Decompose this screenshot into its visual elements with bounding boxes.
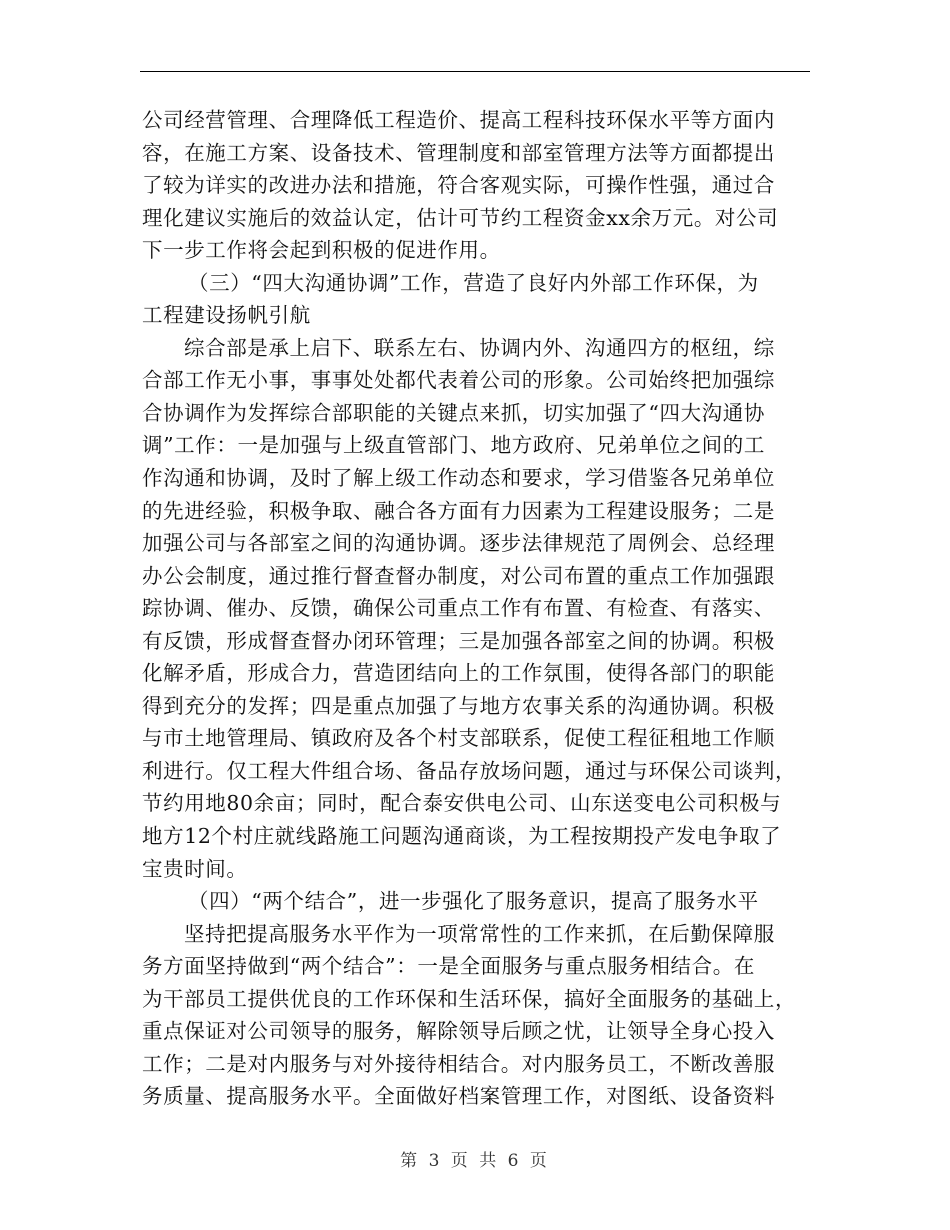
text-line: 利进行。仅工程大件组合场、备品存放场问题，通过与环保公司谈判， [142, 758, 797, 783]
text-line: 合部工作无小事，事事处处都代表着公司的形象。公司始终把加强综 [142, 368, 775, 393]
text-line: 公司经营管理、合理降低工程造价、提高工程科技环保水平等方面内 [142, 108, 775, 132]
section-heading-three-continued: 工程建设扬帆引航 [142, 303, 311, 328]
text-line: 重点保证对公司领导的服务，解除领导后顾之忧，让领导全身心投入 [142, 1019, 775, 1044]
text-line: 的先进经验，积极争取、融合各方面有力因素为工程建设服务；二是 [142, 498, 775, 523]
page-number-footer: 第 3 页 共 6 页 [400, 1151, 550, 1171]
section-heading-four: （四）“两个结合”，进一步强化了服务意识，提高了服务水平 [188, 889, 759, 914]
text-line: 下一步工作将会起到积极的促进作用。 [142, 238, 501, 263]
text-line: 化解矛盾，形成合力，营造团结向上的工作氛围，使得各部门的职能 [142, 661, 775, 686]
section-heading-three: （三）“四大沟通协调”工作，营造了良好内外部工作环保，为 [188, 270, 759, 295]
text-line: 了较为详实的改进办法和措施，符合客观实际，可操作性强，通过合 [142, 173, 775, 198]
text-line: 节约用地80余亩；同时，配合泰安供电公司、山东送变电公司积极与 [142, 791, 782, 816]
text-line: 得到充分的发挥；四是重点加强了与地方农事关系的沟通协调。积极 [142, 693, 775, 718]
text-line: 合协调作为发挥综合部职能的关键点来抓，切实加强了“四大沟通协 [142, 400, 765, 425]
paragraph-start: 坚持把提高服务水平作为一项常常性的工作来抓，在后勤保障服 [184, 921, 775, 946]
text-line: 调”工作：一是加强与上级直管部门、地方政府、兄弟单位之间的工 [142, 433, 765, 458]
text-line: 有反馈，形成督查督办闭环管理；三是加强各部室之间的协调。积极 [142, 628, 775, 653]
text-line: 办公会制度，通过推行督查督办制度，对公司布置的重点工作加强跟 [142, 563, 775, 588]
text-line: 容，在施工方案、设备技术、管理制度和部室管理方法等方面都提出 [142, 140, 775, 165]
text-line: 地方12个村庄就线路施工问题沟通商谈，为工程按期投产发电争取了 [142, 824, 782, 849]
text-line: 务方面坚持做到“两个结合”：一是全面服务与重点服务相结合。在 [142, 954, 755, 979]
paragraph-start: 综合部是承上启下、联系左右、协调内外、沟通四方的枢纽，综 [184, 335, 775, 360]
text-line: 宝贵时间。 [142, 856, 248, 881]
text-line: 踪协调、催办、反馈，确保公司重点工作有布置、有检查、有落实、 [142, 596, 775, 621]
text-line: 工作；二是对内服务与对外接待相结合。对内服务员工，不断改善服 [142, 1051, 775, 1076]
text-line: 为干部员工提供优良的工作环保和生活环保，搞好全面服务的基础上， [142, 986, 797, 1011]
text-line: 作沟通和协调，及时了解上级工作动态和要求，学习借鉴各兄弟单位 [142, 466, 775, 491]
text-line: 务质量、提高服务水平。全面做好档案管理工作，对图纸、设备资料 [142, 1084, 775, 1109]
text-line: 与市土地管理局、镇政府及各个村支部联系，促使工程征租地工作顺 [142, 726, 775, 751]
text-line: 加强公司与各部室之间的沟通协调。逐步法律规范了周例会、总经理 [142, 531, 775, 556]
header-rule [140, 71, 810, 72]
text-line: 理化建议实施后的效益认定，估计可节约工程资金xx余万元。对公司 [142, 205, 779, 230]
document-body [142, 104, 810, 1113]
